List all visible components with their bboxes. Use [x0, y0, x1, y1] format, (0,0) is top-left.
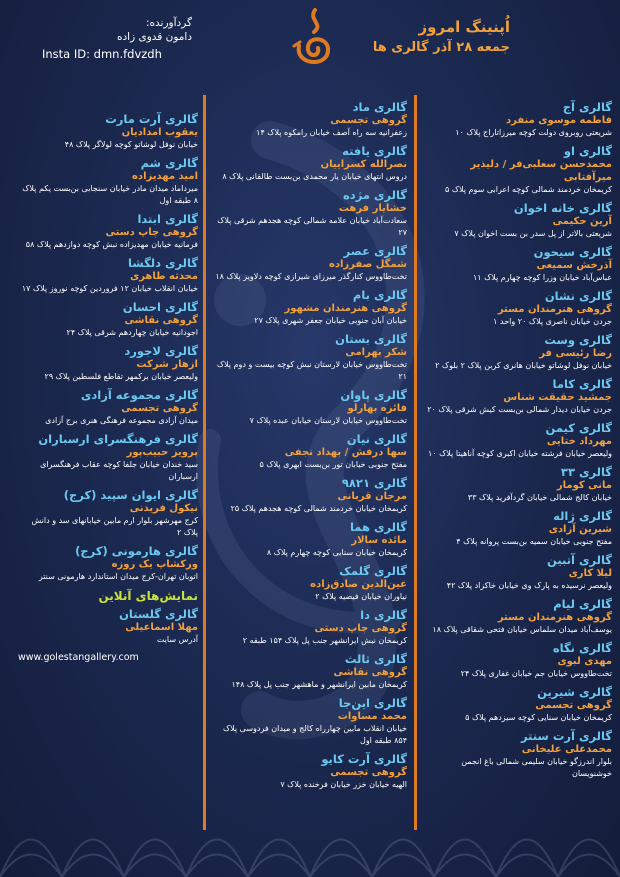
gallery-entry: [215, 388, 407, 427]
artist-name: ورکشاپ یک روزه: [111, 559, 198, 570]
gallery-name: گالری مجموعه آزادی: [80, 388, 198, 402]
gallery-name: گالری فرهنگسرای ارسباران: [38, 432, 198, 446]
artist-name: پرویز حبیب‌پور: [126, 447, 198, 458]
gallery-entry: [215, 476, 407, 515]
artist-name: مهرداد ختایی: [546, 436, 612, 447]
artist-name: مهدی لبوی: [557, 656, 612, 667]
gallery-entry: [18, 156, 198, 207]
gallery-entry: [426, 333, 612, 372]
gallery-address: آدرس سایت: [156, 635, 198, 644]
artist-name: گروهی هنرمندان مستر: [497, 304, 612, 315]
artist-name: عین‌الدین صادق‌زاده: [310, 579, 407, 590]
gallery-entry: [426, 641, 612, 680]
instagram-id: Insta ID: dmn.fdvzdh: [42, 47, 162, 61]
gallery-address: تخت‌طاووس خیابان لارستان خیابان عبده پلاک ۷: [249, 416, 407, 425]
gallery-name: گالری ثالث: [344, 652, 407, 666]
gallery-entry: [426, 245, 612, 284]
gallery-entry: [426, 729, 612, 780]
gallery-address: الهیه خیابان خزر خیابان فرخنده پلاک ۷: [280, 780, 407, 789]
artist-name: محمدحسن سعلبی‌فر / دلیذیر میرآفتابی: [470, 159, 612, 183]
gallery-address: میدان آزادی مجموعه فرهنگی هنری برج آزادی: [45, 416, 198, 425]
gallery-address: خیابان انقلاب مابین چهارراه کالج و میدان فردوسی پلاک ۸۵۴ طبقه اول: [222, 724, 407, 745]
gallery-address: کریمخان خیابان سنایی کوچه سیزدهم پلاک ۵: [465, 713, 612, 722]
gallery-name: گالری ماد: [352, 100, 407, 114]
artist-name: مائده سالار: [351, 535, 407, 546]
artist-name: گروهی تجسمی: [330, 115, 407, 126]
artist-name: گروهی تجسمی: [535, 700, 612, 711]
artist-name: امید مهدیزاده: [132, 171, 198, 182]
gallery-address: اتوبان تهران-کرج میدان استاندارد هارمونی سنتر: [38, 572, 198, 581]
gallery-entry: [18, 388, 198, 427]
gallery-address: شریعتی روبروی دولت کوچه میرزا‌تاراج پلاک ۱۰: [455, 128, 612, 137]
gallery-name: گالری ۳۳: [560, 465, 612, 479]
artist-name: گروهی تجسمی: [330, 767, 407, 778]
gallery-address: تخت‌طاووس خیابان لارستان نبش کوچه بیست و دوم پلاک ۲۱: [216, 360, 407, 381]
gallery-address: ولیعصر خیابان برکمهر تقاطع فلسطین پلاک ۲۹: [44, 372, 198, 381]
gallery-entry: [426, 509, 612, 548]
gallery-name: گالری بستان: [335, 332, 407, 346]
gallery-entry: [215, 608, 407, 647]
gallery-address: خیابان نوفل لوشاتو خیابان هانری کربن پلاک ۲ بلوک ۲: [435, 361, 612, 370]
gallery-entry: [215, 144, 407, 183]
credits: [42, 16, 192, 61]
artist-name: مرجان قربانی: [337, 491, 407, 502]
gallery-entry: [215, 432, 407, 471]
gallery-entry: [426, 289, 612, 328]
gallery-name: گالری ابتدا: [137, 212, 198, 226]
gallery-entry: [18, 607, 198, 646]
artist-name: مهلا اسماعیلی: [125, 622, 198, 633]
gallery-name: گالری لاجورد: [124, 344, 198, 358]
artist-name: مانی کومار: [556, 480, 612, 491]
gallery-column-right: [426, 100, 612, 785]
gallery-entry: [426, 685, 612, 724]
gallery-address: کرج مهرشهر بلوار ارم مابین خیابانهای سد و دانش پلاک ۲: [31, 516, 198, 537]
gallery-entry: [426, 465, 612, 504]
gallery-name: گالری آرت کایو: [321, 752, 407, 766]
gallery-name: گالری شم: [140, 156, 198, 170]
online-heading: نمایش‌های آنلاین: [98, 589, 198, 603]
artist-name: محدثه طاهری: [130, 271, 198, 282]
gallery-name: گالری هارمونی (کرج): [75, 544, 198, 558]
compiler-label: گردآورنده:: [146, 17, 192, 29]
gallery-name: گالری نگاه: [552, 641, 612, 655]
gallery-name: گالری احسان: [122, 300, 198, 314]
gallery-entry: [18, 344, 198, 383]
gallery-entry: [426, 597, 612, 636]
gallery-entry: [18, 112, 198, 151]
artist-name: نصرالله کسراییان: [320, 159, 407, 170]
artist-name: محمد مساوات: [337, 711, 407, 722]
artist-name: جمشید حقیقت شناس: [503, 392, 612, 403]
artist-name: شمگل صفرزاده: [328, 259, 407, 270]
gallery-name: گالری ایوان سپید (کرج): [63, 488, 198, 502]
gallery-entry: [215, 100, 407, 139]
gallery-name: گالری یافته: [342, 144, 407, 158]
gallery-entry: [215, 288, 407, 327]
gallery-address: اجودانیه خیابان چهاردهم شرقی پلاک ۲۴: [66, 328, 198, 337]
gallery-name: گالری عصر: [343, 244, 407, 258]
artist-name: گروهی تجسمی: [121, 403, 198, 414]
artist-name: گروهی چاپ دستی: [105, 227, 198, 238]
artist-name: نیکول فریدنی: [129, 503, 198, 514]
gallery-column-left: [18, 112, 198, 663]
gallery-address: جردن خیابان ناصری پلاک ۲۰ واحد ۱: [493, 317, 612, 326]
gallery-name: گالری آ‌ج: [562, 100, 612, 114]
gallery-address: عباس‌آباد خیابان وزرا کوچه چهارم پلاک ۱۱: [472, 273, 612, 282]
gallery-name: گالری مژده: [343, 188, 407, 202]
gallery-entry: [18, 432, 198, 483]
gallery-name: گالری شیرین: [537, 685, 612, 699]
artist-name: شکر بهرامی: [345, 347, 407, 358]
gallery-address: ولیعصر خیابان فرشته خیابان اکبری کوچه آناهیتا پلاک ۱۰: [427, 449, 612, 458]
gallery-address: خیابان نوفل لوشاتو کوچه لولاگر پلاک ۴۸: [64, 140, 198, 149]
gallery-address: خیابان کالج شمالی خیابان گردآفرید پلاک ۳۳: [467, 493, 612, 502]
artist-name: گروهی هنرمندان مشهور: [284, 303, 407, 314]
gallery-address: مفتح جنوبی خیابان تور بن‌بست ابهری پلاک ۵: [259, 460, 407, 469]
gallery-address: تخت‌طاووس کنارگذر میرزای شیرازی کوچه دلاویز پلاک ۱۸: [215, 272, 407, 281]
gallery-entry: [215, 332, 407, 383]
gallery-address: کریمخان نبش ایرانشهر جنب پل پلاک ۱۵۴ طبقه ۲: [242, 636, 407, 645]
gallery-name: گالری آرت مارت: [105, 112, 198, 126]
gallery-name: گالری ژاله: [553, 509, 612, 523]
gallery-address: کریمخان خردمند شمالی کوچه اعرابی سوم پلاک ۵: [445, 185, 612, 194]
artist-name: گروهی نقاشی: [333, 667, 407, 678]
artist-name: آرین حکیمی: [552, 216, 612, 227]
gallery-address: بلوار اندرزگو خیابان سلیمی شمالی باغ انجمن خوشنویسان: [461, 757, 612, 778]
gallery-name: گالری دلگشا: [128, 256, 198, 270]
gallery-address: میرداماد میدان مادر خیابان سنجابی بن‌بست یکم پلاک ۸ طبقه اول: [22, 184, 198, 205]
gallery-name: گالری این‌جا: [338, 696, 407, 710]
column-divider: [414, 95, 417, 830]
gallery-name: گالری پاوان: [340, 388, 407, 402]
gallery-name: گالری او: [563, 144, 612, 158]
gallery-address: کریمخان مابین ایرانشهر و ماهشهر جنب پل پلاک ۱۴۸: [231, 680, 407, 689]
gallery-entry: [18, 212, 198, 251]
gallery-name: گالری گلستان: [119, 607, 198, 621]
logo-icon: [290, 6, 336, 72]
gallery-entry: [426, 421, 612, 460]
gallery-address: مفتح جنوبی خیابان سمیه بن‌بست پروانه پلاک ۴: [456, 537, 612, 546]
gallery-address: دروس انتهای خیابان یار محمدی بن‌بست طالقانی پلاک ۸: [222, 172, 407, 181]
artist-name: ازهار شرکت: [136, 359, 198, 370]
artist-name: لیلا کاری: [568, 568, 612, 579]
artist-name: محمدعلی علیخانی: [521, 744, 612, 755]
artist-name: شیرین آزادی: [548, 524, 612, 535]
gallery-address: خیابان انقلاب خیابان ۱۲ فروردین کوچه نوروز پلاک ۱۷: [21, 284, 198, 293]
artist-name: آذرخش سمیعی: [536, 260, 612, 271]
gallery-entry: [215, 696, 407, 747]
gallery-address: کریمخان خیابان خردمند شمالی کوچه هجدهم پلاک ۲۵: [230, 504, 407, 513]
artist-name: گروهی هنرمندان مستر: [497, 612, 612, 623]
ornament-pattern: [0, 782, 620, 877]
gallery-entry: [18, 300, 198, 339]
artist-name: گروهی چاپ دستی: [314, 623, 407, 634]
gallery-name: گالری ۹۸۲۱: [341, 476, 407, 490]
website-link[interactable]: www.golestangallery.com: [18, 652, 139, 663]
artist-name: یعقوب امدادیان: [121, 127, 198, 138]
gallery-column-middle: [215, 100, 407, 796]
gallery-entry: [215, 520, 407, 559]
gallery-address: سعادت‌آباد خیابان علامه شمالی کوچه هجدهم شرقی پلاک ۲۷: [217, 216, 407, 237]
gallery-entry: [18, 544, 198, 583]
gallery-name: گالری لیام: [553, 597, 612, 611]
gallery-entry: [18, 488, 198, 539]
artist-name: خشایار فرهت: [338, 203, 407, 214]
gallery-name: گالری کاما: [552, 377, 612, 391]
gallery-name: گالری هما: [349, 520, 407, 534]
gallery-address: زعفرانیه سه راه آصف خیابان رامکوه پلاک ۱۴: [256, 128, 407, 137]
gallery-entry: [426, 553, 612, 592]
gallery-name: گالری نیان: [346, 432, 407, 446]
gallery-name: گالری بام: [352, 288, 407, 302]
gallery-entry: [215, 564, 407, 603]
page-title: اُپنینگ امروز: [418, 18, 510, 36]
gallery-name: گالری وست: [544, 333, 612, 347]
gallery-address: خیابان آبان جنوبی خیابان جعفر شهری پلاک ۲۷: [254, 316, 407, 325]
gallery-address: نیاوران خیابان فیضیه پلاک ۲: [315, 592, 407, 601]
gallery-address: سید خندان خیابان جلفا کوچه عقاب فرهنگسرای ارسباران: [40, 460, 198, 481]
gallery-entry: [426, 201, 612, 240]
gallery-entry: [215, 652, 407, 691]
gallery-name: گالری کیمن: [545, 421, 612, 435]
gallery-name: گالری آتبین: [546, 553, 612, 567]
gallery-name: گالری نشان: [544, 289, 612, 303]
gallery-address: فرمانیه خیابان مهدیزاده نبش کوچه دوازدهم پلاک ۵۸: [25, 240, 198, 249]
gallery-entry: [426, 144, 612, 196]
gallery-entry: [18, 256, 198, 295]
gallery-name: گالری خانه اخوان: [513, 201, 612, 215]
gallery-address: یوسف‌آباد میدان سلماس خیابان فتحی شقاقی پلاک ۱۸: [432, 625, 612, 634]
artist-name: فائزه بهارلو: [347, 403, 407, 414]
gallery-entry: [215, 244, 407, 283]
artist-name: گروهی نقاشی: [124, 315, 198, 326]
gallery-name: گالری سیحون: [533, 245, 612, 259]
artist-name: سها درفش / بهداد نجفی: [284, 447, 407, 458]
gallery-address: شریعتی بالاتر از پل سدر بن بست اخوان پلاک ۷: [454, 229, 612, 238]
gallery-address: ولیعصر نرسیده به پارک وی خیابان خاکزاد پلاک ۴۲: [446, 581, 612, 590]
gallery-entry: [426, 377, 612, 416]
page-subtitle: جمعه ۲۸ آذر گالری ها: [372, 40, 510, 55]
compiler-name: دامون قدوی زاده: [116, 31, 192, 43]
gallery-address: جردن خیابان دیدار شمالی بن‌بست کیش شرقی پلاک ۲۰: [427, 405, 612, 414]
gallery-entry: [426, 100, 612, 139]
gallery-entry: [215, 188, 407, 239]
gallery-name: گالری دا: [360, 608, 407, 622]
gallery-address: تخت‌طاووس خیابان جم خیابان غفاری پلاک ۲۴: [460, 669, 612, 678]
artist-name: فاطمه موسوی منفرد: [505, 115, 612, 126]
artist-name: رضا رئیسی فر: [539, 348, 612, 359]
gallery-name: گالری گلمک: [339, 564, 407, 578]
column-divider: [203, 95, 206, 830]
gallery-entry: [215, 752, 407, 791]
gallery-address: کریمخان خیابان سنایی کوچه چهارم پلاک ۸: [266, 548, 407, 557]
gallery-name: گالری آرت سنتر: [521, 729, 612, 743]
